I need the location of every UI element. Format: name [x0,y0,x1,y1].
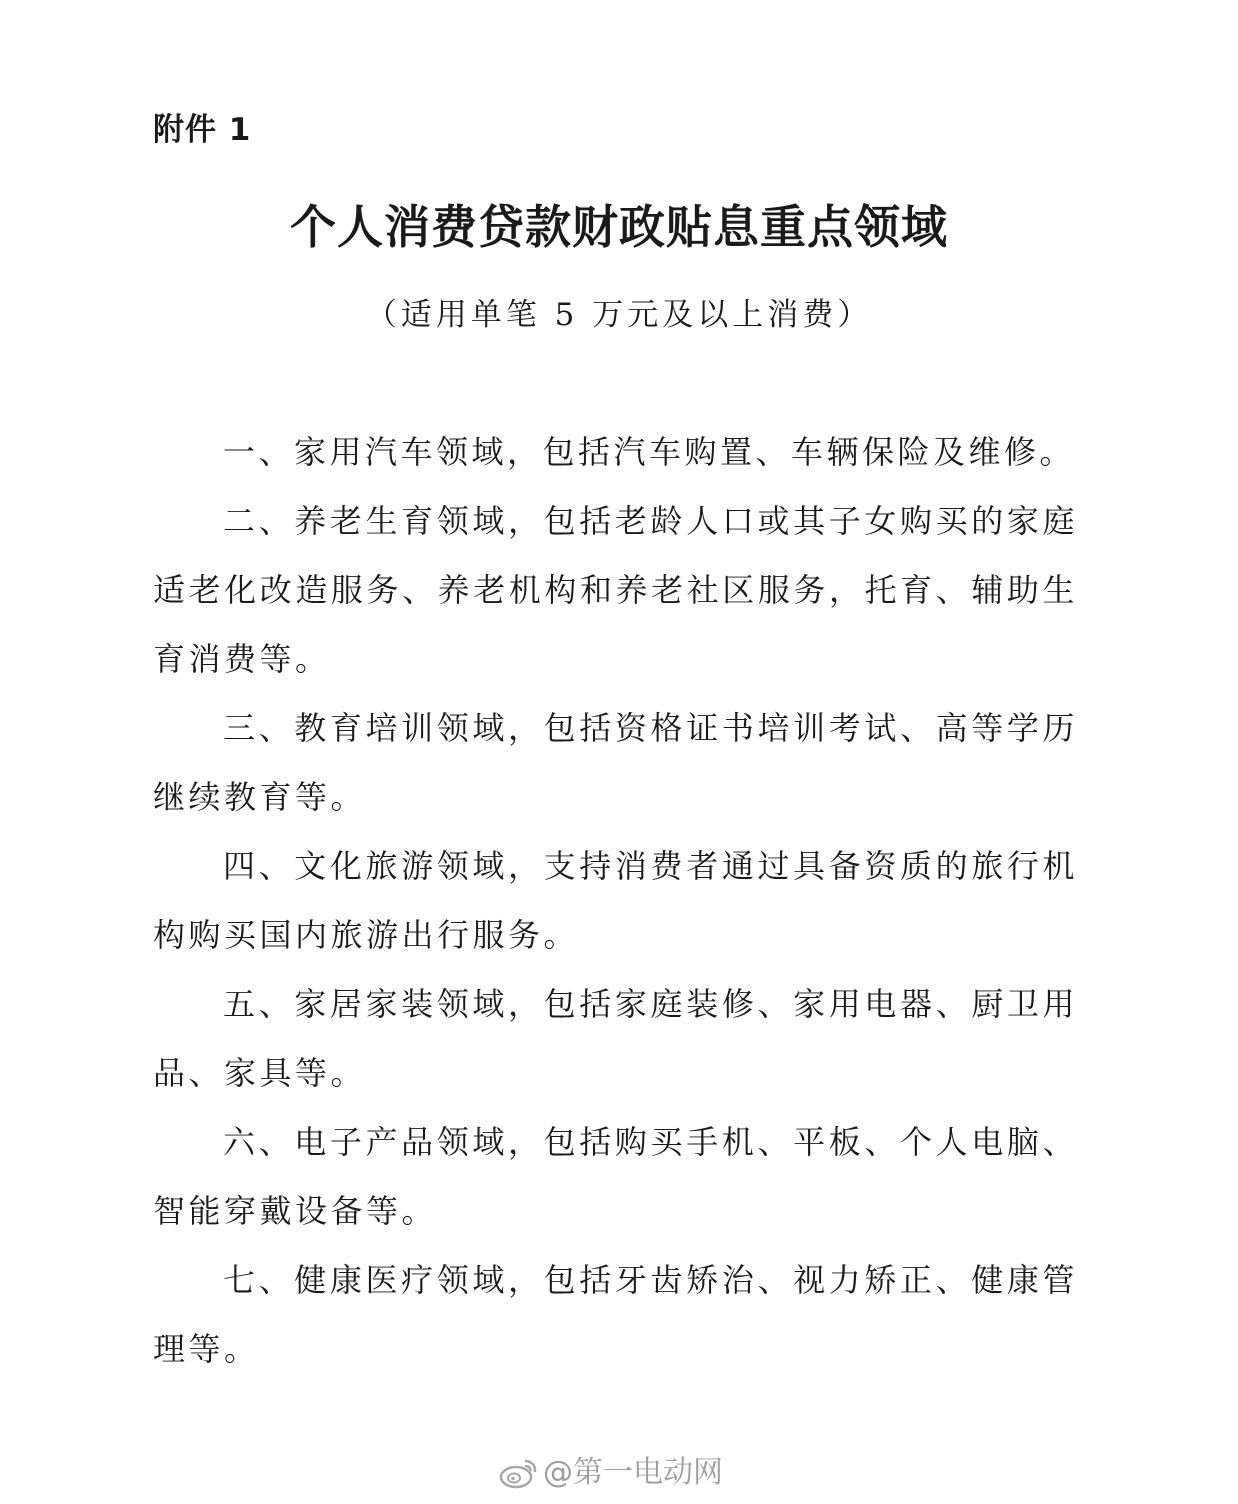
paragraph-home-furnishing: 五、家居家装领域，包括家庭装修、家用电器、厨卫用品、家具等。 [153,985,1078,1092]
paragraph-household-cars: 一、家用汽车领域，包括汽车购置、车辆保险及维修。 [223,433,1076,471]
document-body [153,418,1078,1384]
paragraph-culture-tourism: 四、文化旅游领域，支持消费者通过具备资质的旅行机构购买国内旅游出行服务。 [153,847,1078,954]
weibo-icon [499,1456,539,1490]
paragraph-education-training: 三、教育培训领域，包括资格证书培训考试、高等学历继续教育等。 [153,709,1078,816]
document-subtitle: （适用单笔 5 万元及以上消费） [365,297,873,333]
paragraph-elderly-care-childbirth: 二、养老生育领域，包括老龄人口或其子女购买的家庭适老化改造服务、养老机构和养老社区服务，托育、辅助生育消费等。 [153,502,1078,678]
paragraph-health-medical: 七、健康医疗领域，包括牙齿矫治、视力矫正、健康管理等。 [153,1261,1078,1368]
watermark [499,1453,723,1493]
attachment-label: 附件 1 [153,112,252,148]
paragraph-electronics: 六、电子产品领域，包括购买手机、平板、个人电脑、智能穿戴设备等。 [153,1123,1078,1230]
document-title: 个人消费贷款财政贴息重点领域 [290,200,948,254]
watermark-text: @第一电动网 [543,1455,723,1490]
